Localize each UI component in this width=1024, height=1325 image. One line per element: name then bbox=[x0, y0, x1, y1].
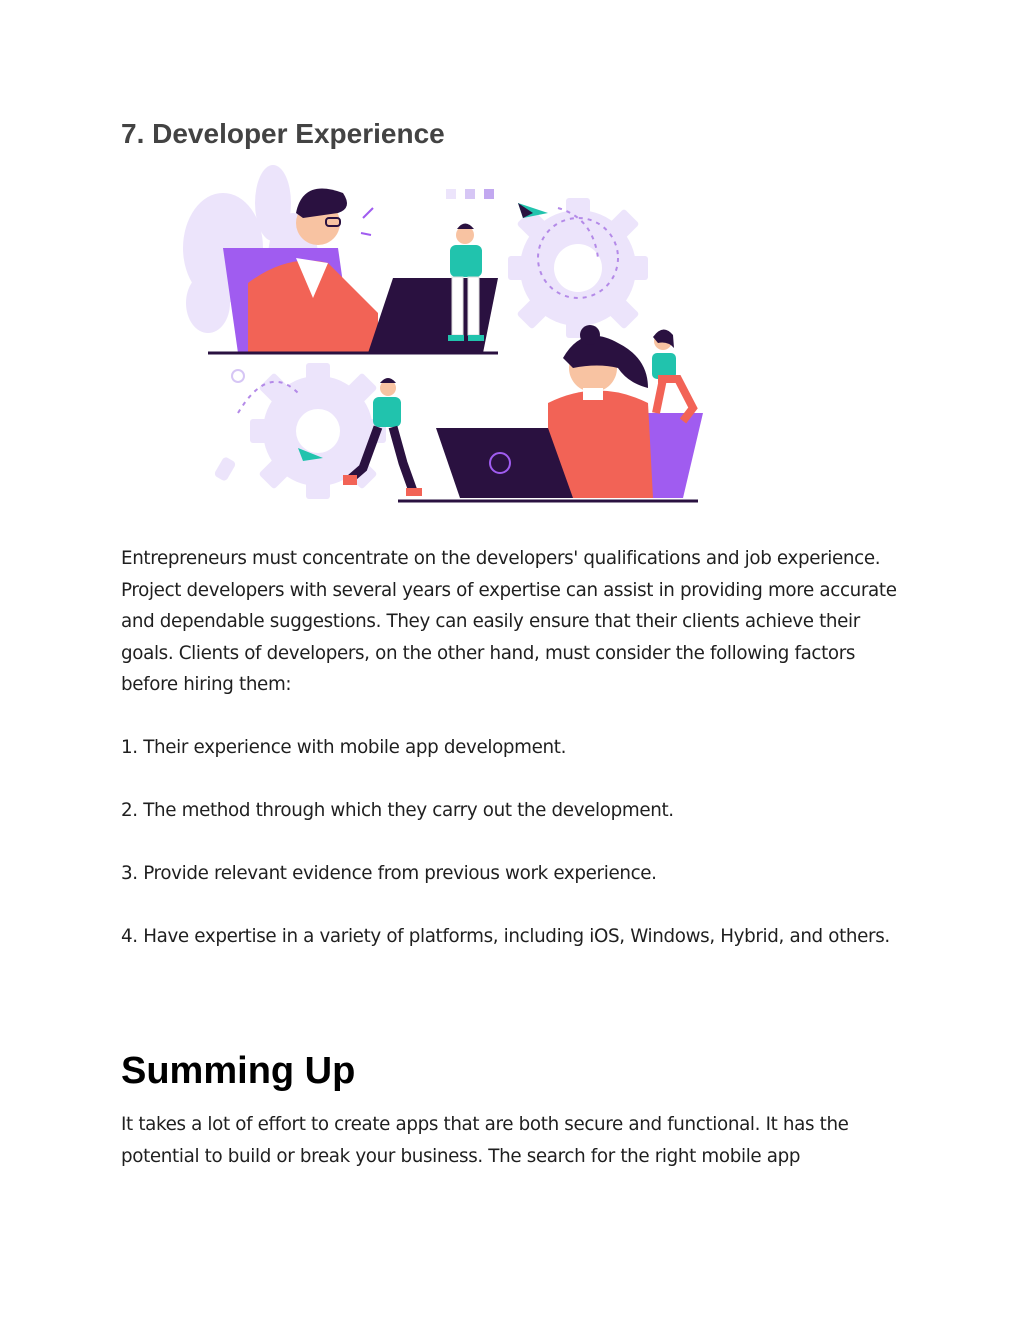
intro-line: Project developers with several years of expertise can assist in providing more accurate bbox=[121, 579, 897, 601]
intro-line: Entrepreneurs must concentrate on the developers' qualifications and job experience. bbox=[121, 548, 881, 569]
list-item: 1. Their experience with mobile app development. bbox=[121, 737, 567, 758]
summary-heading: Summing Up bbox=[121, 1050, 356, 1092]
summary-line: It takes a lot of effort to create apps that are both secure and functional. It has the bbox=[121, 1114, 849, 1135]
intro-line: before hiring them: bbox=[121, 674, 292, 696]
intro-line: and dependable suggestions. They can easily ensure that their clients achieve their bbox=[121, 611, 860, 633]
summary-paragraph bbox=[121, 1109, 921, 1172]
list-item: 3. Provide relevant evidence from previous work experience. bbox=[121, 863, 657, 884]
developers-working-illustration bbox=[178, 163, 718, 508]
section-heading: 7. Developer Experience bbox=[121, 118, 445, 149]
intro-line: goals. Clients of developers, on the other hand, must consider the following factors bbox=[121, 642, 856, 664]
list-item: 2. The method through which they carry out the development. bbox=[121, 800, 674, 821]
intro-paragraph bbox=[121, 543, 921, 701]
summary-line: potential to build or break your business. The search for the right mobile app bbox=[121, 1145, 801, 1167]
list-item: 4. Have expertise in a variety of platforms, including iOS, Windows, Hybrid, and others. bbox=[121, 926, 890, 947]
